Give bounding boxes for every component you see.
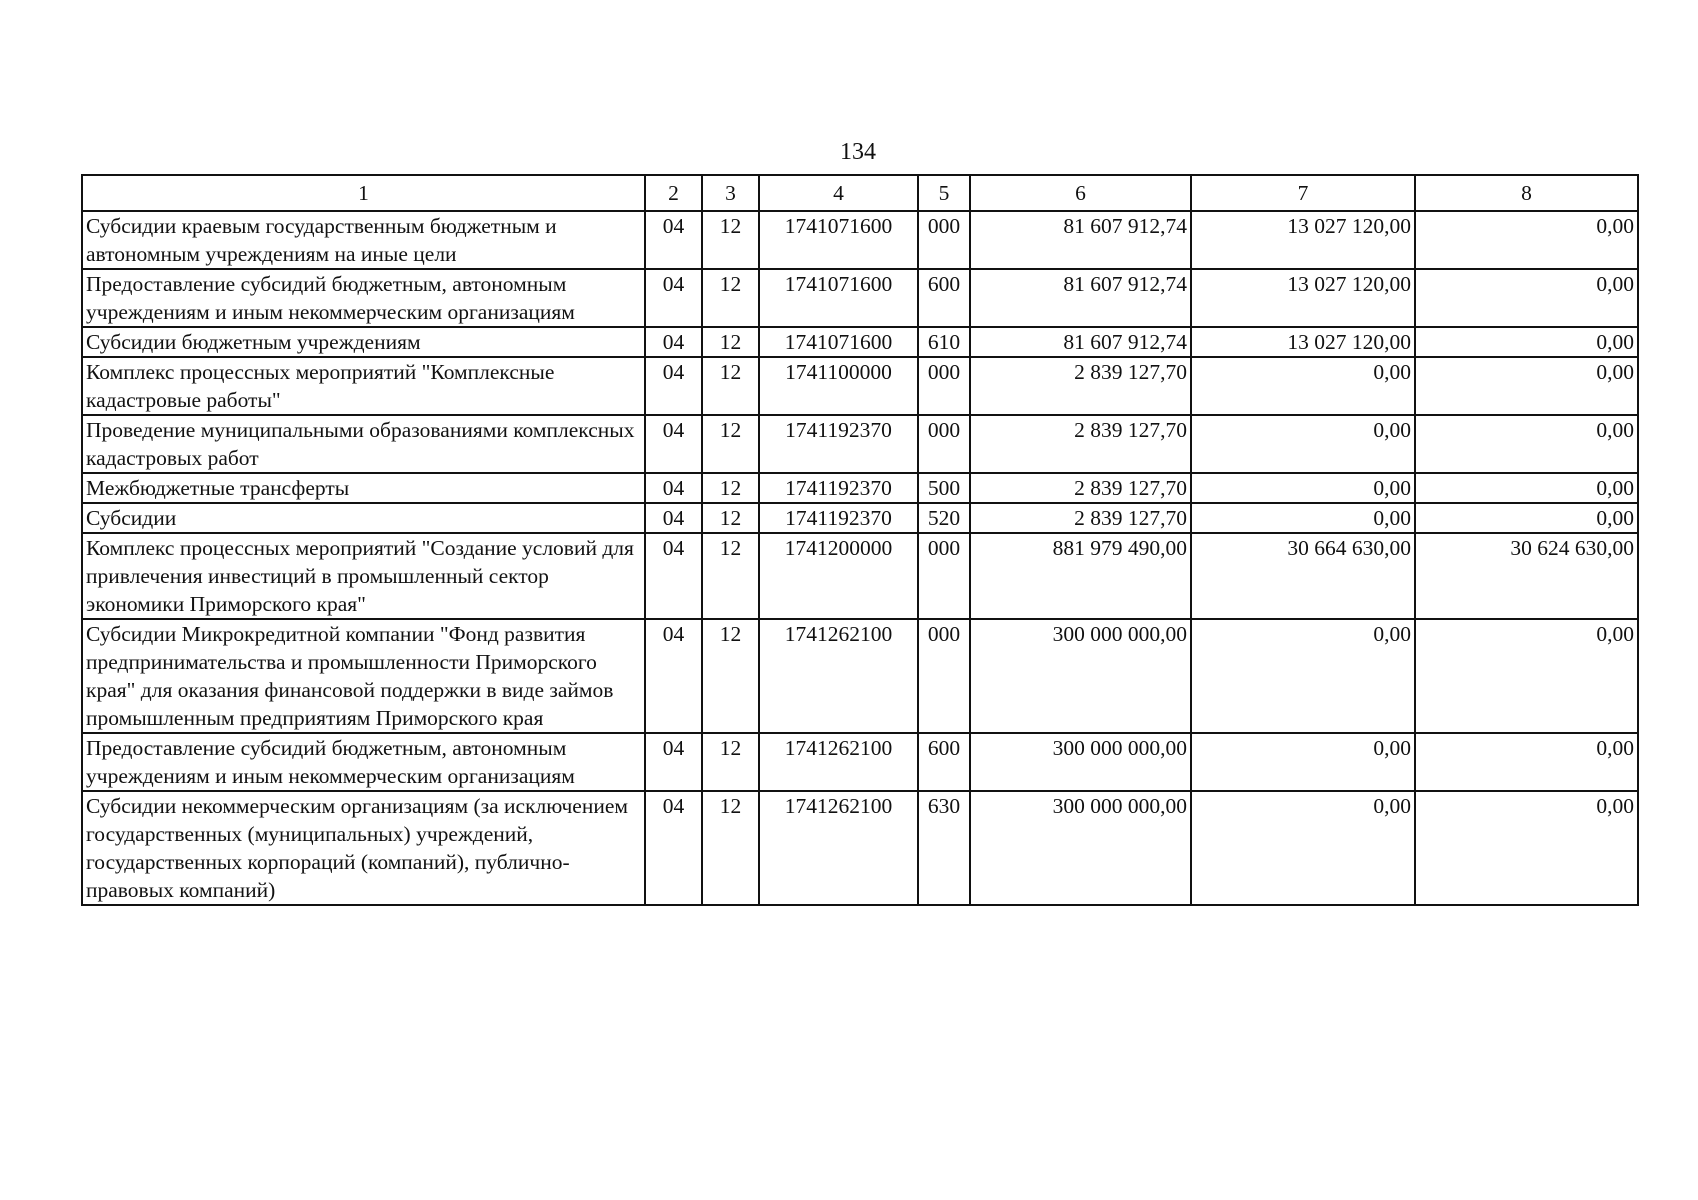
expense-type-code: 520 <box>918 503 970 533</box>
subsection-code: 12 <box>702 791 759 905</box>
row-name: Предоставление субсидий бюджетным, автономным учреждениям и иным некоммерческим организациям <box>82 733 645 791</box>
amount-col7: 0,00 <box>1191 791 1415 905</box>
expense-type-code: 000 <box>918 415 970 473</box>
expense-type-code: 000 <box>918 619 970 733</box>
section-code: 04 <box>645 415 702 473</box>
amount-col8: 30 624 630,00 <box>1415 533 1638 619</box>
row-name: Субсидии краевым государственным бюджетным и автономным учреждениям на иные цели <box>82 211 645 269</box>
target-article-code: 1741071600 <box>759 269 918 327</box>
amount-col6: 2 839 127,70 <box>970 473 1191 503</box>
amount-col8: 0,00 <box>1415 357 1638 415</box>
row-name: Субсидии Микрокредитной компании "Фонд развития предпринимательства и промышленности Приморского края" для оказания финансовой поддержки в виде займов промышленным предприятиям Приморского края <box>82 619 645 733</box>
amount-col7: 13 027 120,00 <box>1191 269 1415 327</box>
subsection-code: 12 <box>702 415 759 473</box>
expense-type-code: 600 <box>918 269 970 327</box>
amount-col7: 13 027 120,00 <box>1191 327 1415 357</box>
column-header: 2 <box>645 175 702 211</box>
section-code: 04 <box>645 533 702 619</box>
column-header: 5 <box>918 175 970 211</box>
target-article-code: 1741071600 <box>759 327 918 357</box>
target-article-code: 1741071600 <box>759 211 918 269</box>
amount-col7: 0,00 <box>1191 473 1415 503</box>
expense-type-code: 600 <box>918 733 970 791</box>
table-row <box>82 619 1638 733</box>
target-article-code: 1741192370 <box>759 473 918 503</box>
expense-type-code: 630 <box>918 791 970 905</box>
row-name: Проведение муниципальными образованиями комплексных кадастровых работ <box>82 415 645 473</box>
subsection-code: 12 <box>702 211 759 269</box>
table-row <box>82 791 1638 905</box>
amount-col7: 13 027 120,00 <box>1191 211 1415 269</box>
amount-col8: 0,00 <box>1415 269 1638 327</box>
subsection-code: 12 <box>702 619 759 733</box>
table-row <box>82 415 1638 473</box>
column-header: 7 <box>1191 175 1415 211</box>
target-article-code: 1741100000 <box>759 357 918 415</box>
amount-col6: 2 839 127,70 <box>970 357 1191 415</box>
row-name: Субсидии <box>82 503 645 533</box>
amount-col7: 0,00 <box>1191 503 1415 533</box>
amount-col8: 0,00 <box>1415 733 1638 791</box>
table-header-row <box>82 175 1638 211</box>
amount-col8: 0,00 <box>1415 327 1638 357</box>
amount-col6: 81 607 912,74 <box>970 269 1191 327</box>
section-code: 04 <box>645 327 702 357</box>
target-article-code: 1741262100 <box>759 791 918 905</box>
amount-col6: 881 979 490,00 <box>970 533 1191 619</box>
section-code: 04 <box>645 733 702 791</box>
amount-col6: 2 839 127,70 <box>970 415 1191 473</box>
table-row <box>82 211 1638 269</box>
amount-col7: 0,00 <box>1191 733 1415 791</box>
subsection-code: 12 <box>702 473 759 503</box>
target-article-code: 1741200000 <box>759 533 918 619</box>
amount-col6: 300 000 000,00 <box>970 733 1191 791</box>
expense-type-code: 000 <box>918 211 970 269</box>
expense-type-code: 000 <box>918 533 970 619</box>
amount-col6: 2 839 127,70 <box>970 503 1191 533</box>
column-header: 1 <box>82 175 645 211</box>
target-article-code: 1741192370 <box>759 503 918 533</box>
amount-col8: 0,00 <box>1415 503 1638 533</box>
column-header: 8 <box>1415 175 1638 211</box>
subsection-code: 12 <box>702 503 759 533</box>
table-row <box>82 473 1638 503</box>
column-header: 4 <box>759 175 918 211</box>
amount-col6: 81 607 912,74 <box>970 327 1191 357</box>
section-code: 04 <box>645 503 702 533</box>
table-row <box>82 357 1638 415</box>
budget-table <box>81 174 1639 906</box>
subsection-code: 12 <box>702 357 759 415</box>
amount-col8: 0,00 <box>1415 211 1638 269</box>
row-name: Субсидии некоммерческим организациям (за исключением государственных (муниципальных) учреждений, государственных корпораций (компаний), публично-правовых компаний) <box>82 791 645 905</box>
section-code: 04 <box>645 619 702 733</box>
table-row <box>82 269 1638 327</box>
row-name: Комплекс процессных мероприятий "Комплексные кадастровые работы" <box>82 357 645 415</box>
table-row <box>82 503 1638 533</box>
expense-type-code: 500 <box>918 473 970 503</box>
section-code: 04 <box>645 211 702 269</box>
amount-col7: 0,00 <box>1191 415 1415 473</box>
target-article-code: 1741262100 <box>759 733 918 791</box>
target-article-code: 1741192370 <box>759 415 918 473</box>
amount-col7: 0,00 <box>1191 357 1415 415</box>
page-number: 134 <box>840 139 876 165</box>
amount-col8: 0,00 <box>1415 619 1638 733</box>
amount-col6: 300 000 000,00 <box>970 619 1191 733</box>
amount-col7: 30 664 630,00 <box>1191 533 1415 619</box>
table-row <box>82 733 1638 791</box>
section-code: 04 <box>645 269 702 327</box>
row-name: Комплекс процессных мероприятий "Создание условий для привлечения инвестиций в промышленный сектор экономики Приморского края" <box>82 533 645 619</box>
subsection-code: 12 <box>702 327 759 357</box>
section-code: 04 <box>645 791 702 905</box>
amount-col8: 0,00 <box>1415 473 1638 503</box>
expense-type-code: 610 <box>918 327 970 357</box>
table-row <box>82 533 1638 619</box>
amount-col8: 0,00 <box>1415 415 1638 473</box>
subsection-code: 12 <box>702 733 759 791</box>
subsection-code: 12 <box>702 533 759 619</box>
row-name: Межбюджетные трансферты <box>82 473 645 503</box>
row-name: Субсидии бюджетным учреждениям <box>82 327 645 357</box>
column-header: 3 <box>702 175 759 211</box>
amount-col6: 81 607 912,74 <box>970 211 1191 269</box>
section-code: 04 <box>645 473 702 503</box>
amount-col8: 0,00 <box>1415 791 1638 905</box>
row-name: Предоставление субсидий бюджетным, автономным учреждениям и иным некоммерческим организациям <box>82 269 645 327</box>
target-article-code: 1741262100 <box>759 619 918 733</box>
column-header: 6 <box>970 175 1191 211</box>
table-row <box>82 327 1638 357</box>
subsection-code: 12 <box>702 269 759 327</box>
section-code: 04 <box>645 357 702 415</box>
amount-col6: 300 000 000,00 <box>970 791 1191 905</box>
expense-type-code: 000 <box>918 357 970 415</box>
amount-col7: 0,00 <box>1191 619 1415 733</box>
